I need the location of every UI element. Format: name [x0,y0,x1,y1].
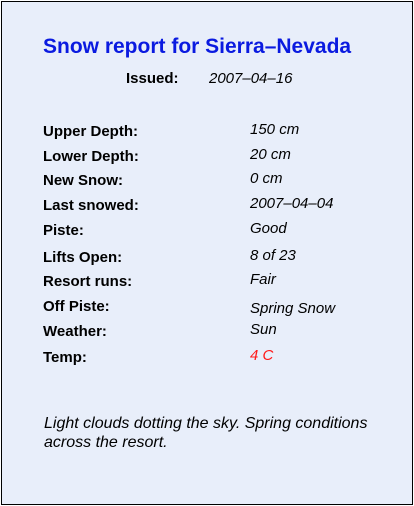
last-snowed-label: Last snowed: [43,197,139,214]
last-snowed-value: 2007–04–04 [250,195,334,212]
issued-date: 2007–04–16 [209,70,293,87]
field-row-last-snowed [2,197,412,221]
lifts-open-label: Lifts Open: [43,249,123,266]
snow-report-card [1,1,413,505]
weather-label: Weather: [43,323,107,340]
weather-value: Sun [250,321,277,338]
new-snow-value: 0 cm [250,170,283,187]
off-piste-value: Spring Snow [250,300,336,317]
piste-value: Good [250,220,287,237]
resort-runs-label: Resort runs: [43,273,133,290]
field-row-weather [2,323,412,347]
temp-label: Temp: [43,349,87,366]
lifts-open-value: 8 of 23 [250,247,296,264]
field-row-off-piste [2,298,412,322]
new-snow-label: New Snow: [43,172,124,189]
report-title: Snow report for Sierra–Nevada [43,35,352,58]
field-row-upper-depth [2,123,412,147]
field-row-resort-runs [2,273,412,297]
piste-label: Piste: [43,222,84,239]
conditions-summary: Light clouds dotting the sky. Spring conditions across the resort. [44,415,368,451]
issued-label: Issued: [126,70,179,87]
upper-depth-label: Upper Depth: [43,123,138,140]
off-piste-label: Off Piste: [43,298,110,315]
temp-value: 4 C [250,347,274,364]
field-row-piste [2,222,412,246]
lower-depth-value: 20 cm [250,146,291,163]
field-row-temp [2,349,412,373]
resort-runs-value: Fair [250,271,276,288]
field-row-lower-depth [2,148,412,172]
field-row-new-snow [2,172,412,196]
field-row-lifts-open [2,249,412,273]
upper-depth-value: 150 cm [250,121,300,138]
lower-depth-label: Lower Depth: [43,148,139,165]
